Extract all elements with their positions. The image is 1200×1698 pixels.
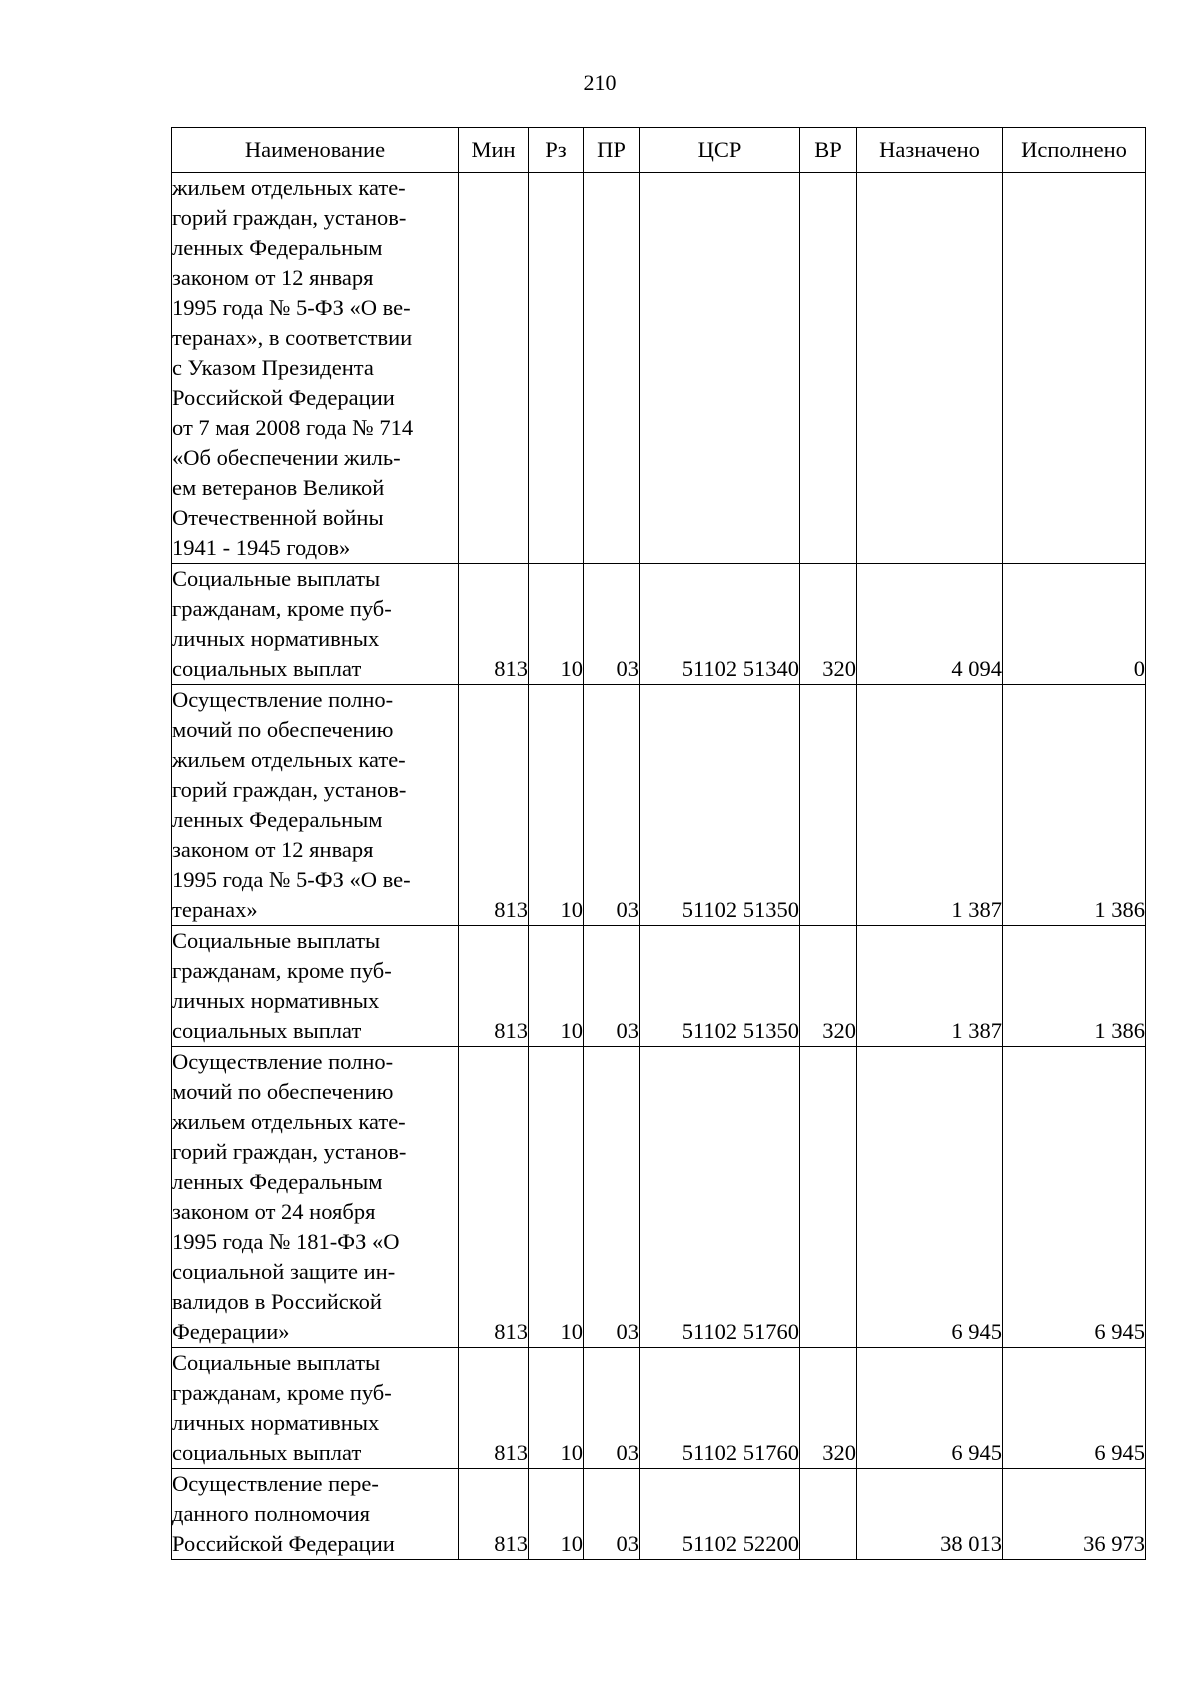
row-pr: 03 [584,1469,640,1560]
header-executed: Исполнено [1003,128,1146,173]
row-assigned: 1 387 [857,685,1003,926]
row-name: Осуществление полно- мочий по обеспечению жильем отдельных кате- горий граждан, установ- ленных Федеральным законом от 24 ноября 1995 года № 181-ФЗ «О социальной защите ин- валидов в Российской Федерации» [172,1047,459,1348]
row-pr: 03 [584,564,640,685]
header-vr: ВР [800,128,857,173]
header-assigned: Назначено [857,128,1003,173]
row-executed: 1 386 [1003,685,1146,926]
row-name: Осуществление полно- мочий по обеспечению жильем отдельных кате- горий граждан, установ- ленных Федеральным законом от 12 января 1995 года № 5-ФЗ «О ве- теранах» [172,685,459,926]
row-vr: 320 [800,1348,857,1469]
row-name: жильем отдельных кате- горий граждан, установ- ленных Федеральным законом от 12 января 1995 года № 5-ФЗ «О ве- теранах», в соответствии с Указом Президента Российской Федерации от 7 мая 2008 года № 714 «Об обеспечении жиль- ем ветеранов Великой Отечественной войны 1941 - 1945 годов» [172,173,459,564]
row-min [459,173,529,564]
row-name: Осуществление пере- данного полномочия Российской Федерации [172,1469,459,1560]
table-row [172,1469,1146,1560]
row-min: 813 [459,564,529,685]
table-row [172,173,1146,564]
row-pr [584,173,640,564]
row-pr: 03 [584,685,640,926]
table-row [172,926,1146,1047]
row-executed: 6 945 [1003,1047,1146,1348]
row-vr: 320 [800,564,857,685]
row-csr: 51102 51350 [640,685,800,926]
row-name: Социальные выплаты гражданам, кроме пуб- личных нормативных социальных выплат [172,564,459,685]
row-min: 813 [459,1047,529,1348]
row-assigned [857,173,1003,564]
row-rz: 10 [529,1047,584,1348]
row-assigned: 6 945 [857,1348,1003,1469]
row-pr: 03 [584,1348,640,1469]
row-name: Социальные выплаты гражданам, кроме пуб- личных нормативных социальных выплат [172,926,459,1047]
row-rz: 10 [529,685,584,926]
row-executed: 6 945 [1003,1348,1146,1469]
row-assigned: 38 013 [857,1469,1003,1560]
row-min: 813 [459,1348,529,1469]
header-name: Наименование [172,128,459,173]
row-csr: 51102 51760 [640,1047,800,1348]
row-vr: 320 [800,926,857,1047]
row-executed: 36 973 [1003,1469,1146,1560]
header-csr: ЦСР [640,128,800,173]
row-rz [529,173,584,564]
row-name: Социальные выплаты гражданам, кроме пуб- личных нормативных социальных выплат [172,1348,459,1469]
row-csr: 51102 51760 [640,1348,800,1469]
row-rz: 10 [529,564,584,685]
table-row [172,685,1146,926]
header-min: Мин [459,128,529,173]
header-pr: ПР [584,128,640,173]
row-csr [640,173,800,564]
header-rz: Рз [529,128,584,173]
row-assigned: 4 094 [857,564,1003,685]
row-vr [800,1469,857,1560]
row-pr: 03 [584,926,640,1047]
row-vr [800,685,857,926]
table-row [172,1047,1146,1348]
table-row [172,564,1146,685]
row-vr [800,173,857,564]
row-executed [1003,173,1146,564]
row-vr [800,1047,857,1348]
table-row [172,1348,1146,1469]
row-executed: 1 386 [1003,926,1146,1047]
row-rz: 10 [529,1348,584,1469]
row-pr: 03 [584,1047,640,1348]
table-header-row [172,128,1146,173]
row-csr: 51102 52200 [640,1469,800,1560]
budget-table [171,127,1146,1560]
row-min: 813 [459,926,529,1047]
row-csr: 51102 51340 [640,564,800,685]
row-min: 813 [459,1469,529,1560]
row-csr: 51102 51350 [640,926,800,1047]
page-number: 210 [583,70,617,95]
row-rz: 10 [529,926,584,1047]
row-executed: 0 [1003,564,1146,685]
row-assigned: 1 387 [857,926,1003,1047]
row-assigned: 6 945 [857,1047,1003,1348]
row-rz: 10 [529,1469,584,1560]
row-min: 813 [459,685,529,926]
